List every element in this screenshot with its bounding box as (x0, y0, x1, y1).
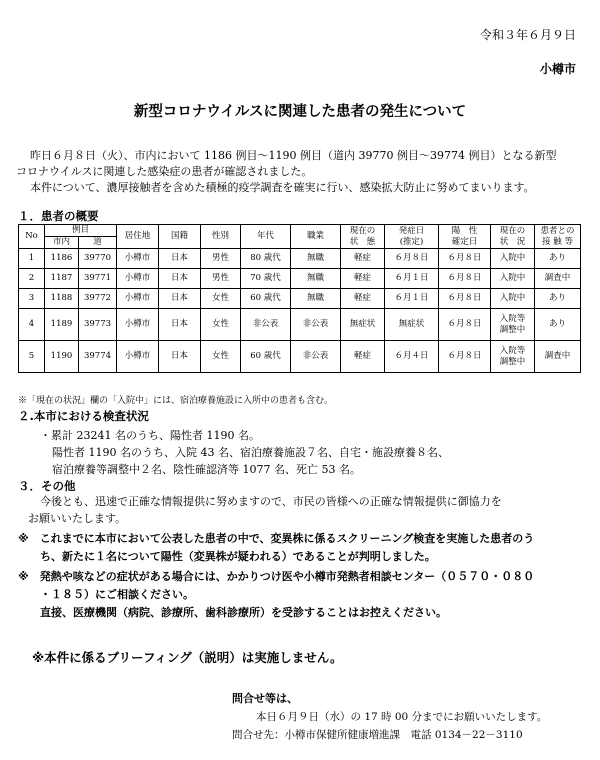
section-1-heading: １．患者の概要 (18, 209, 99, 223)
header-case-group: 例目 (45, 225, 117, 237)
cell-no: 1 (19, 249, 45, 269)
cell-positive: ６月８日 (439, 269, 491, 289)
inquiry-heading: 問合せ等は、 (232, 692, 298, 705)
cell-situation (491, 309, 535, 341)
header-onset-a: 発症日 (398, 225, 425, 236)
header-status (341, 225, 385, 249)
cell-age: 60 歳代 (241, 289, 291, 309)
consult-note-line-3: 直接、医療機関（病院、診療所、歯科診療所）を受診することはお控えください。 (40, 606, 447, 619)
table-row (19, 269, 581, 289)
cell-residence: 小樽市 (117, 249, 159, 269)
header-age: 年代 (241, 225, 291, 249)
cell-case-city: 1188 (45, 289, 79, 309)
header-pos-b: 確定日 (451, 236, 478, 247)
test-stat-line-2: 陽性者 1190 名のうち、入院 43 名、宿泊療養施設７名、自宅・施設療養８名、 (52, 446, 449, 459)
intro-line-2: コロナウイルスに関連した感染症の患者が確認されました。 (16, 165, 313, 178)
cell-job: 無職 (291, 289, 341, 309)
cell-nationality: 日本 (159, 269, 201, 289)
cell-situation-b: 調整中 (499, 324, 526, 335)
table-row (19, 289, 581, 309)
cell-situation-a: 入院等 (499, 313, 526, 324)
variant-note-line-1: ※ これまでに本市において公表した患者の中で、変異株に係るスクリーニング検査を実施した患者のう (18, 532, 535, 545)
cell-age: 70 歳代 (241, 269, 291, 289)
cell-contact: 調査中 (535, 269, 581, 289)
cell-contact: あり (535, 289, 581, 309)
cell-sex: 男性 (201, 249, 241, 269)
inquiry-contact: 問合せ先：小樽市保健所健康増進課 電話 0134－22－3110 (232, 729, 523, 741)
test-stat-line-1: ・累計 23241 名のうち、陽性者 1190 名。 (40, 429, 260, 442)
cell-residence: 小樽市 (117, 309, 159, 341)
header-positive (439, 225, 491, 249)
cell-sex: 女性 (201, 289, 241, 309)
cell-onset: ６月８日 (385, 249, 439, 269)
cell-positive: ６月８日 (439, 249, 491, 269)
document-title: 新型コロナウイルスに関連した患者の発生について (133, 104, 467, 120)
variant-note-line-2: ち、新たに１名について陽性（変異株が疑われる）であることが判明しました。 (40, 550, 436, 563)
cell-sex: 女性 (201, 309, 241, 341)
cell-residence: 小樽市 (117, 289, 159, 309)
test-stat-line-3: 宿泊療養等調整中２名、陰性確認済等 1077 名、死亡 53 名。 (52, 463, 361, 476)
cell-contact: あり (535, 249, 581, 269)
cell-positive: ６月８日 (439, 289, 491, 309)
cell-onset: ６月１日 (385, 289, 439, 309)
issuer-city: 小樽市 (539, 62, 576, 76)
intro-line-1: 昨日６月８日（火）、市内において 1186 例目～1190 例目（道内 39770 例目～39774 例目）となる新型 (30, 149, 557, 162)
cell-situation: 入院中 (491, 289, 535, 309)
cell-job: 非公表 (291, 309, 341, 341)
table-row (19, 341, 581, 373)
cell-case-pref: 39772 (79, 289, 117, 309)
cell-onset: ６月４日 (385, 341, 439, 373)
header-status-b: 状 態 (349, 236, 376, 247)
header-no: No (19, 225, 45, 249)
cell-job: 無職 (291, 249, 341, 269)
cell-nationality: 日本 (159, 249, 201, 269)
cell-case-pref: 39770 (79, 249, 117, 269)
section-3-heading: ３．その他 (18, 479, 76, 493)
header-residence: 居住地 (117, 225, 159, 249)
inquiry-deadline: 本日６月９日（水）の 17 時 00 分までにお願いいたします。 (256, 711, 548, 723)
cell-no: 3 (19, 289, 45, 309)
header-situation (491, 225, 535, 249)
header-job: 職業 (291, 225, 341, 249)
cell-situation-b: 調整中 (499, 356, 526, 367)
cell-case-pref: 39771 (79, 269, 117, 289)
cell-contact: 調査中 (535, 341, 581, 373)
cell-nationality: 日本 (159, 289, 201, 309)
cell-case-city: 1190 (45, 341, 79, 373)
cell-state: 軽症 (341, 341, 385, 373)
header-contact-a: 患者との (540, 225, 575, 236)
cell-state: 軽症 (341, 269, 385, 289)
cell-situation (491, 341, 535, 373)
other-line-1: 今後とも、迅速で正確な情報提供に努めますので、市民の皆様への正確な情報提供に御協力を (40, 495, 502, 508)
cell-nationality: 日本 (159, 309, 201, 341)
cell-age: 60 歳代 (241, 341, 291, 373)
cell-job: 無職 (291, 269, 341, 289)
cell-case-city: 1187 (45, 269, 79, 289)
cell-case-city: 1189 (45, 309, 79, 341)
cell-case-city: 1186 (45, 249, 79, 269)
cell-sex: 男性 (201, 269, 241, 289)
header-pos-a: 陽 性 (451, 225, 478, 236)
header-case-city: 市内 (45, 237, 79, 249)
cell-positive: ６月８日 (439, 341, 491, 373)
cell-no: 5 (19, 341, 45, 373)
cell-state: 軽症 (341, 249, 385, 269)
header-onset-b: (推定) (399, 236, 424, 247)
cell-case-pref: 39773 (79, 309, 117, 341)
consult-note-line-1: ※ 発熱や咳などの症状がある場合には、かかりつけ医や小樽市発熱者相談センター（０５７０・０８０ (18, 570, 535, 583)
cell-age: 80 歳代 (241, 249, 291, 269)
section-2-heading: ２.本市における検査状況 (18, 409, 149, 423)
other-line-2: お願いいたします。 (28, 512, 127, 525)
issue-date: 令和３年６月９日 (479, 28, 576, 42)
cell-situation-a: 入院等 (499, 345, 526, 356)
cell-onset: ６月１日 (385, 269, 439, 289)
header-sex: 性別 (201, 225, 241, 249)
cell-residence: 小樽市 (117, 341, 159, 373)
cell-state: 無症状 (341, 309, 385, 341)
cell-residence: 小樽市 (117, 269, 159, 289)
cell-situation: 入院中 (491, 269, 535, 289)
intro-line-3: 本件について、濃厚接触者を含めた積極的疫学調査を確実に行い、感染拡大防止に努めてまいります。 (30, 181, 535, 194)
header-case-pref: 道 (79, 237, 117, 249)
header-cur-b: 状 況 (499, 236, 526, 247)
table-row (19, 249, 581, 269)
cell-state: 軽症 (341, 289, 385, 309)
cell-no: 2 (19, 269, 45, 289)
table-row (19, 309, 581, 341)
cell-case-pref: 39774 (79, 341, 117, 373)
cell-nationality: 日本 (159, 341, 201, 373)
header-contact-b: 接 触 等 (542, 236, 573, 247)
cell-sex: 女性 (201, 341, 241, 373)
header-cur-a: 現在の (499, 225, 526, 236)
header-nationality: 国籍 (159, 225, 201, 249)
header-contact (535, 225, 581, 249)
cell-positive: ６月８日 (439, 309, 491, 341)
briefing-notice: ※本件に係るブリーフィング（説明）は実施しません。 (32, 650, 343, 665)
cell-job: 非公表 (291, 341, 341, 373)
header-onset (385, 225, 439, 249)
patient-table (18, 224, 581, 373)
header-status-a: 現在の (349, 225, 376, 236)
consult-note-line-2: ・１８５）にご相談ください。 (40, 588, 194, 601)
cell-onset: 無症状 (385, 309, 439, 341)
cell-no: 4 (19, 309, 45, 341)
cell-contact: あり (535, 309, 581, 341)
table-footnote: ※「現在の状況」欄の「入院中」には、宿泊療養施設に入所中の患者も含む。 (18, 396, 334, 406)
cell-situation: 入院中 (491, 249, 535, 269)
cell-age: 非公表 (241, 309, 291, 341)
